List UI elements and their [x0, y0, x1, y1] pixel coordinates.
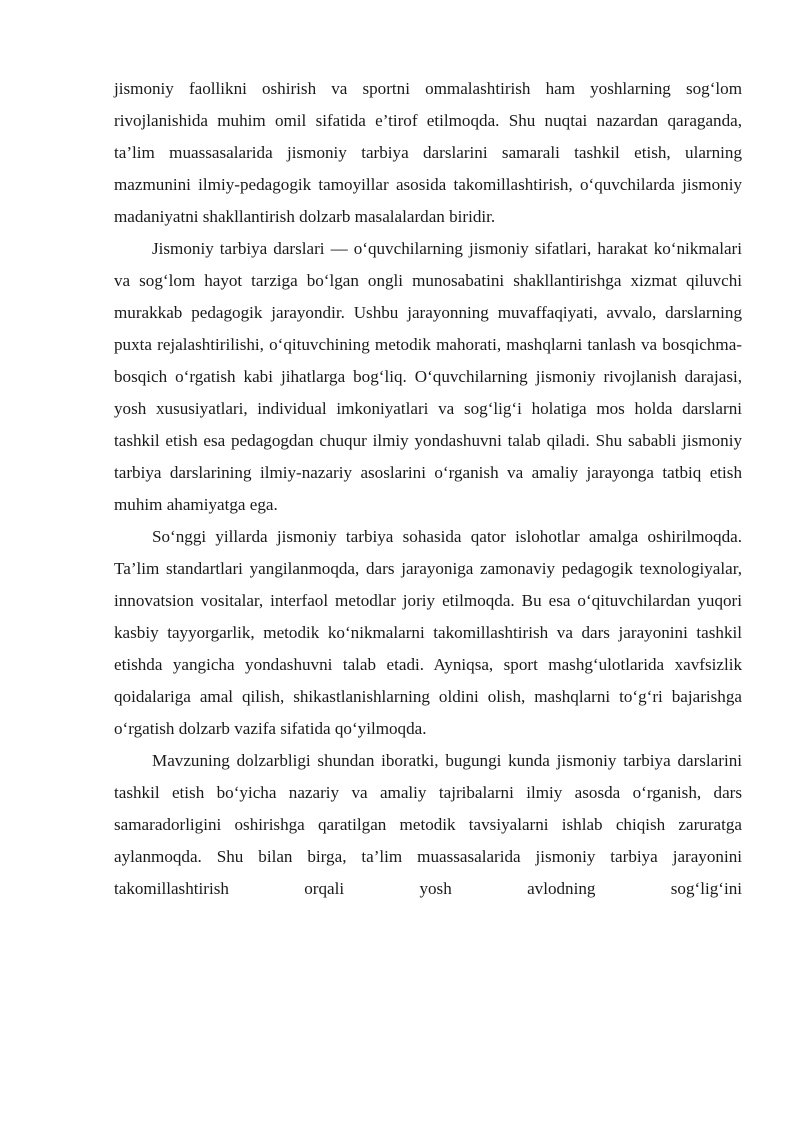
paragraph-4: Mavzuning dolzarbligi shundan iboratki, bugungi kunda jismoniy tarbiya darslarini tashkil etish bo‘yicha nazariy va amaliy tajribalarni ilmiy asosda o‘rganish, dars samaradorligini oshirishga qaratilgan metodik tavsiyalarni ishlab chiqish zaruratga aylanmoqda. Shu bilan birga, ta’lim muassasalarida jismoniy tarbiya jarayonini takomillashtirish orqali yosh avlodning sog‘lig‘ini	[114, 751, 742, 898]
paragraph-2: Jismoniy tarbiya darslari — o‘quvchilarning jismoniy sifatlari, harakat ko‘nikmalari va sog‘lom hayot tarziga bo‘lgan ongli munosabatini shakllantirishga xizmat qiluvchi murakkab pedagogik jarayondir. Ushbu jarayonning muvaffaqiyati, avvalo, darslarning puxta rejalashtirilishi, o‘qituvchining metodik mahorati, mashqlarni tanlash va bosqichma-bosqich o‘rgatish kabi jihatlarga bog‘liq. O‘quvchilarning jismoniy rivojlanish darajasi, yosh xususiyatlari, individual imkoniyatlari va sog‘lig‘i holatiga mos holda darslarni tashkil etish esa pedagogdan chuqur ilmiy yondashuvni talab qiladi. Shu sababli jismoniy tarbiya darslarining ilmiy-nazariy asoslarini o‘rganish va amaliy jarayonga tatbiq etish muhim ahamiyatga ega.	[114, 239, 742, 514]
document-page	[114, 73, 742, 905]
paragraph-3: So‘nggi yillarda jismoniy tarbiya sohasida qator islohotlar amalga oshirilmoqda. Ta’lim standartlari yangilanmoqda, dars jarayoniga zamonaviy pedagogik texnologiyalar, innovatsion vositalar, interfaol metodlar joriy etilmoqda. Bu esa o‘qituvchilardan yuqori kasbiy tayyorgarlik, metodik ko‘nikmalarni takomillashtirish va dars jarayonini tashkil etishda yangicha yondashuvni talab etadi. Ayniqsa, sport mashg‘ulotlarida xavfsizlik qoidalariga amal qilish, shikastlanishlarning oldini olish, mashqlarni to‘g‘ri bajarishga o‘rgatish dolzarb vazifa sifatida qo‘yilmoqda.	[114, 527, 742, 738]
paragraph-1: jismoniy faollikni oshirish va sportni ommalashtirish ham yoshlarning sog‘lom rivojlanishida muhim omil sifatida e’tirof etilmoqda. Shu nuqtai nazardan qaraganda, ta’lim muassasalarida jismoniy tarbiya darslarini samarali tashkil etish, ularning mazmunini ilmiy-pedagogik tamoyillar asosida takomillashtirish, o‘quvchilarda jismoniy madaniyatni shakllantirish dolzarb masalalardan biridir.	[114, 79, 742, 226]
